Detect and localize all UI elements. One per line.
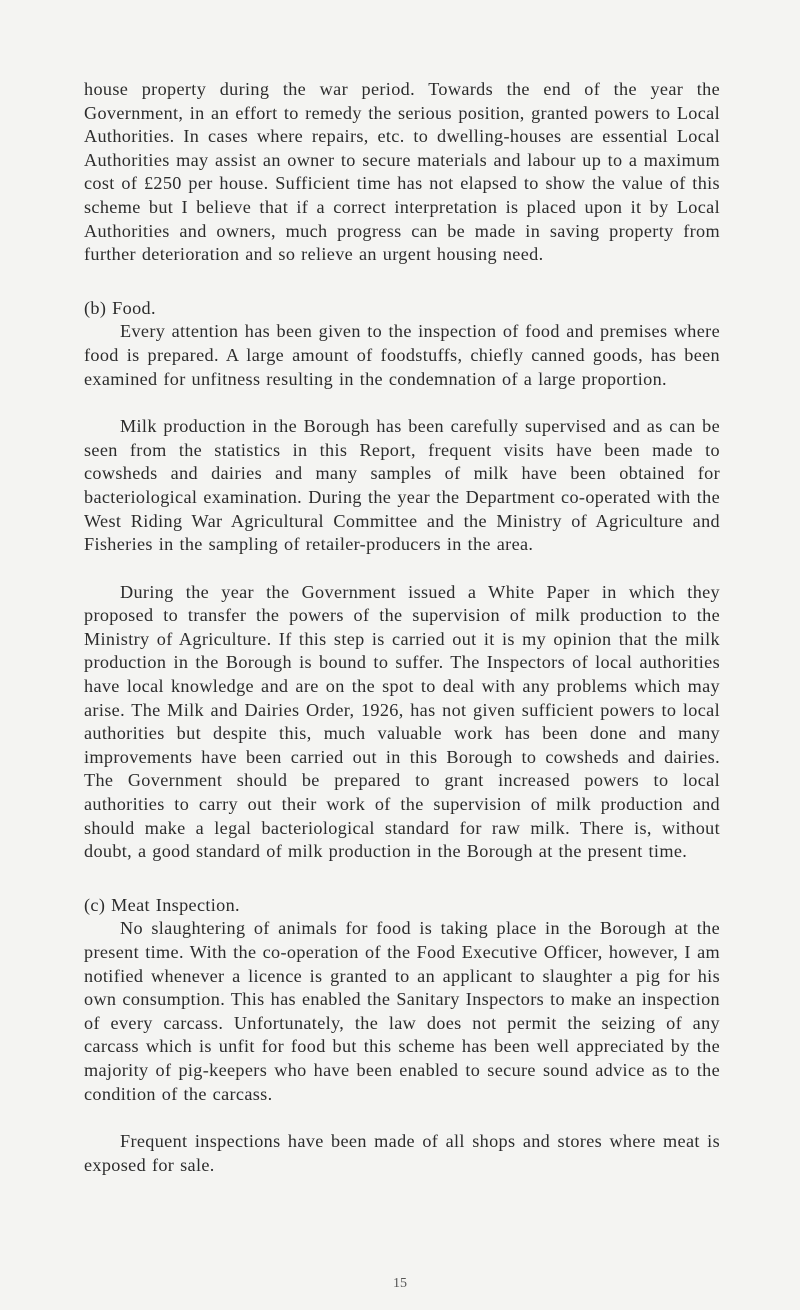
document-page — [84, 78, 720, 1177]
paragraph-white-paper: During the year the Government issued a White Paper in which they proposed to transfer the powers of the supervision of milk production to the Ministry of Agriculture. If this step is carried out it is my opinion that the milk production in the Borough is bound to suffer. The Inspectors of local authorities have local knowledge and are on the spot to deal with any problems which may arise. The Milk and Dairies Order, 1926, has not given sufficient powers to local authorities but despite this, much valuable work has been done and many improvements have been carried out in this Borough to cowsheds and dairies. The Government should be prepared to grant increased powers to local authorities to carry out their work of the supervision of milk production and should make a legal bacteriological standard for raw milk. There is, without doubt, a good standard of milk production in the Borough at the present time. — [84, 581, 720, 862]
page-number: 15 — [393, 1276, 407, 1291]
section-heading-food: (b) Food. — [84, 297, 156, 318]
paragraph-shop-inspections: Frequent inspections have been made of all shops and stores where meat is exposed for sale. — [84, 1131, 720, 1175]
section-heading-meat-inspection: (c) Meat Inspection. — [84, 894, 240, 915]
paragraph-slaughtering: No slaughtering of animals for food is taking place in the Borough at the present time. With the co-operation of the Food Executive Officer, however, I am notified whenever a licence is granted to an applicant to slaughter a pig for his own consumption. This has enabled the Sanitary Inspectors to make an inspection of every carcass. Unfortunately, the law does not permit the seizing of any carcass which is unfit for food but this scheme has been well appreciated by the majority of pig-keepers who have been enabled to secure sound advice as to the condition of the carcass. — [84, 918, 720, 1104]
paragraph-milk-production: Milk production in the Borough has been carefully supervised and as can be seen from the statistics in this Report, frequent visits have been made to cowsheds and dairies and many samples of milk have been obtained for bacteriological examination. During the year the Department co-operated with the West Riding War Agricultural Committee and the Ministry of Agriculture and Fisheries in the sampling of retailer-producers in the area. — [84, 416, 720, 555]
paragraph-housing-repairs: house property during the war period. Towards the end of the year the Government, in an effort to remedy the serious position, granted powers to Local Authorities. In cases where repairs, etc. to dwelling-houses are essential Local Authorities may assist an owner to secure materials and labour up to a maximum cost of £250 per house. Sufficient time has not elapsed to show the value of this scheme but I believe that if a correct interpretation is placed upon it by Local Authorities and owners, much progress can be made in saving property from further deterioration and so relieve an urgent housing need. — [84, 79, 720, 265]
paragraph-food-inspection: Every attention has been given to the inspection of food and premises where food is prepared. A large amount of foodstuffs, chiefly canned goods, has been examined for unfitness resulting in the condemnation of a large proportion. — [84, 321, 720, 389]
